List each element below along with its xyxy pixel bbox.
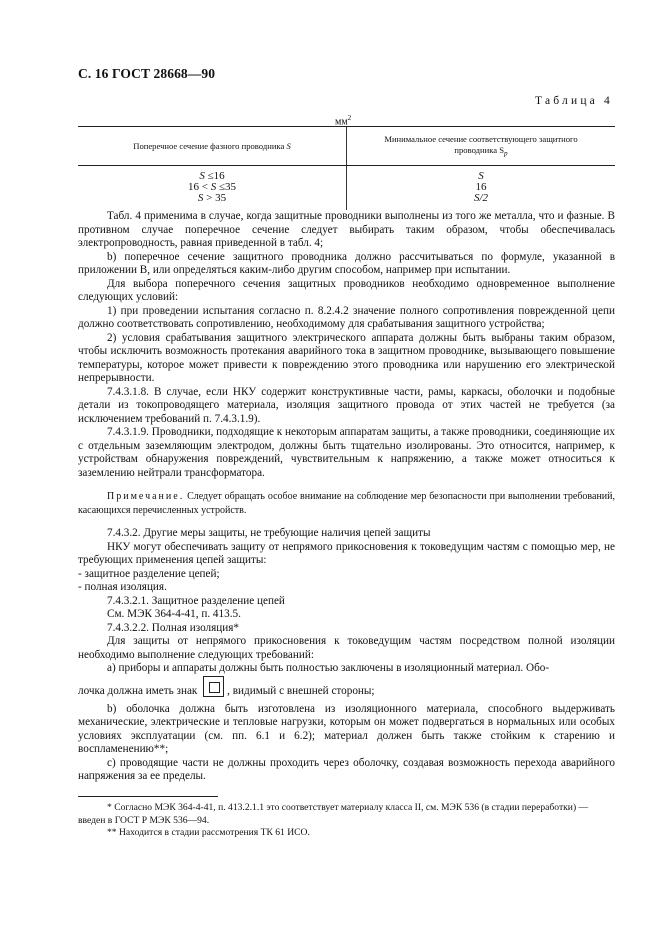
paragraph: b) поперечное сечение защитного проводника должно рассчитываться по формуле, указанной в приложении В, или определяться каким-либо другим способом, например при испытании.: [78, 250, 615, 276]
note-text: Следует обращать особое внимание на соблюдение мер безопасности при выполнении требований, касающихся перечисленных устройств.: [78, 491, 615, 516]
paragraph: 7.4.3.1.9. Проводники, подходящие к некоторым аппаратам защиты, а также проводники, соединяющие их с отдельным заземляющим электродом, должны быть тщательно изолированы. Это относится, например, к устройствам обнаружения повреждений, чувствительным к напряжению, а также может относиться к заземлению нейтрали трансформатора.: [78, 426, 615, 479]
header-protective-conductor: [347, 127, 615, 165]
footnote: ** Находится в стадии рассмотрения ТК 61 ИСО.: [107, 827, 310, 838]
paragraph: 7.4.3.1.8. В случае, если НКУ содержит конструктивные части, рамы, каркасы, оболочки и подобные детали из токопроводящего материала, изоляция защитного провода от этих частей не требуется (за исключением требований п. 7.4.3.1.9).: [78, 385, 615, 425]
paragraph: b) оболочка должна быть изготовлена из изоляционного материала, способного выдерживать механические, электрические и тепловые нагрузки, которым он может подвергаться в нормальных или особых условиях эксплуатации (см. пп. 6.1 и 6.2); материал должен быть также стойким к старению и воспламенению**;: [78, 702, 615, 755]
header-phase-text: Поперечное сечение фазного проводника: [133, 140, 287, 151]
paragraph-with-symbol: [78, 676, 615, 703]
paragraph: с) проводящие части не должны проходить через оболочку, создавая возможность перехода аварийного напряжения за ее пределы.: [78, 756, 615, 782]
cell-value: S/2: [473, 192, 489, 204]
cell-text: 16 <: [187, 181, 211, 193]
section-heading: 7.4.3.2.2. Полная изоляция*: [107, 621, 239, 634]
cell-text: ≤16: [204, 170, 225, 182]
header-protective-text: Минимальное сечение соответствующего защитного проводника S: [384, 133, 578, 155]
cross-section-table: [78, 126, 615, 210]
double-insulation-symbol-icon: [203, 676, 224, 697]
paragraph: 2) условия срабатывания защитного электрического аппарата должны быть выбраны таким образом, чтобы исключить возможность протекания аварийного тока в защитном проводнике, вызывающего повышение температуры, которое может привести к повреждению этого проводника или нарушению его электрической непрерывности.: [78, 331, 615, 384]
cell-text: > 35: [203, 192, 227, 204]
phase-values-column: [78, 166, 347, 210]
footnotes: [78, 802, 615, 840]
paragraph: Табл. 4 применима в случае, когда защитные проводники выполнены из того же металла, что и фазные. В противном случае поперечное сечение следует выбирать таким образом, чтобы обеспечивалась электропроводность, равная приведенной в табл. 4;: [78, 210, 615, 249]
header-phase-var: S: [286, 140, 291, 151]
cell-value: S: [478, 170, 484, 182]
section-heading: 7.4.3.2.1. Защитное разделение цепей: [107, 594, 285, 607]
list-item: - защитное разделение цепей;: [78, 567, 220, 580]
table-cell-b: [347, 193, 615, 204]
table-body-row: [78, 166, 615, 210]
protective-values-column: [347, 166, 615, 210]
note-label: Примечание.: [107, 491, 185, 502]
footnote-rule: [78, 796, 218, 797]
paragraph: 1) при проведении испытания согласно п. 8.2.4.2 значение полного сопротивления поврежденной цепи должно соответствовать сопротивлению, необходимому для срабатывания защитного устройства;: [78, 304, 615, 330]
paragraph: НКУ могут обеспечивать защиту от непрямого прикосновения к токоведущим частям с помощью мер, не требующих применения цепей защиты:: [78, 540, 615, 566]
symbol-line-text: лочка должна иметь знак: [78, 684, 198, 697]
cell-text: ≤35: [216, 181, 236, 193]
unit-base: мм: [335, 116, 348, 128]
var-s: S: [199, 170, 205, 182]
table-header-row: [78, 127, 615, 165]
var-s: S: [210, 181, 217, 193]
body-text: [78, 210, 615, 784]
page-header: С. 16 ГОСТ 28668—90: [78, 66, 216, 81]
unit-sup: 2: [347, 114, 352, 122]
cell-value: 16: [475, 181, 487, 193]
note: [78, 490, 615, 517]
paragraph: а) приборы и аппараты должны быть полностью заключены в изоляционный материал. Обо-: [107, 662, 550, 674]
header-phase-conductor: [78, 127, 347, 165]
list-item: - полная изоляция.: [78, 581, 167, 593]
symbol-line-text: , видимый с внешней стороны;: [227, 684, 375, 697]
header-protective-sub: p: [504, 149, 508, 158]
paragraph: Для выбора поперечного сечения защитных проводников необходимо одновременное выполнение следующих условий:: [78, 277, 615, 303]
paragraph: См. МЭК 364-4-41, п. 413.5.: [107, 608, 241, 620]
footnote: * Согласно МЭК 364-4-41, п. 413.2.1.1 это соответствует материалу класса II, см. МЭК 536 (в стадии переработки) — введен в ГОСТ Р МЭК 536—94.: [78, 802, 589, 826]
table-caption: Таблица 4: [535, 95, 613, 107]
section-heading: 7.4.3.2. Другие меры защиты, не требующие наличия цепей защиты: [107, 527, 431, 539]
table-cell-a: [78, 193, 346, 204]
var-s: S: [197, 192, 204, 204]
paragraph: Для защиты от непрямого прикосновения к токоведущим частям посредством полной изоляции необходимо выполнение следующих требований:: [78, 635, 615, 661]
